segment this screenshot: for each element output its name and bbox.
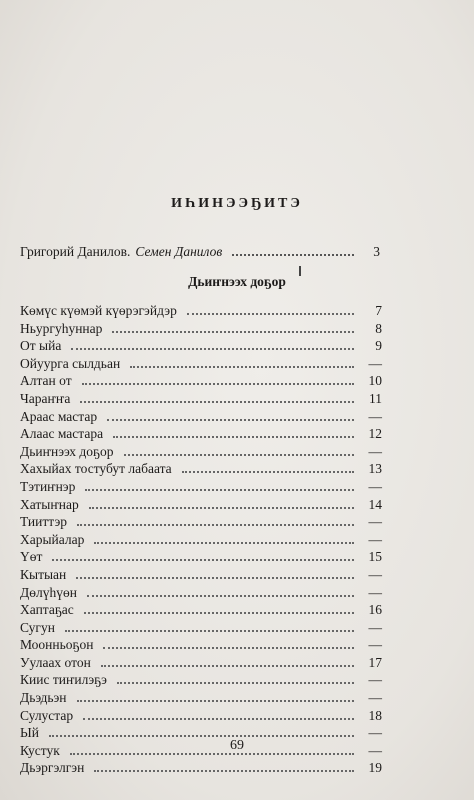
leader-dots xyxy=(187,313,354,315)
toc-entry-page: 15 xyxy=(368,549,382,565)
toc-entry-title: Дөлүһүөн xyxy=(20,584,77,600)
leader-dots xyxy=(77,524,354,526)
toc-entry-page: — xyxy=(368,742,382,758)
leader-dots xyxy=(65,630,354,632)
leader-dots xyxy=(84,612,354,614)
toc-entry-title: Киис тиҥилэҕэ xyxy=(20,672,107,688)
toc-entry-page: — xyxy=(368,637,382,653)
toc-entry-page: 12 xyxy=(368,426,382,442)
toc-entry-title: Сугун xyxy=(20,619,55,635)
toc-entry xyxy=(20,672,382,690)
toc-entry-title: Дьэргэлгэн xyxy=(20,760,85,776)
leader-dots xyxy=(182,471,354,473)
toc-entry xyxy=(20,655,382,673)
toc-entry xyxy=(20,409,382,427)
toc-entry xyxy=(20,690,382,708)
toc-entry-title: Хаптаҕас xyxy=(20,602,74,618)
leader-dots xyxy=(80,401,354,403)
toc-entry-title: От ыйа xyxy=(20,338,62,354)
credit-name: Семен Данилов xyxy=(135,244,223,259)
toc-entry-title: Алаас мастара xyxy=(20,426,104,442)
leader-dots xyxy=(113,436,354,438)
toc-entry xyxy=(20,497,382,515)
toc-entry-page: — xyxy=(368,355,382,371)
toc-entry-title: Дьиҥнээх доҕор xyxy=(20,443,114,459)
toc-entry-page: 19 xyxy=(368,760,382,776)
toc-entry-page: — xyxy=(368,408,382,424)
credit-author: Григорий Данилов. xyxy=(20,244,131,259)
toc-entry xyxy=(20,549,382,567)
leader-dots xyxy=(89,507,354,509)
leader-dots xyxy=(124,454,355,456)
leader-dots xyxy=(85,489,354,491)
toc-entry-title: Уулаах отон xyxy=(20,654,91,670)
leader-dots xyxy=(52,559,354,561)
toc-entry-title: Дьэдьэн xyxy=(20,690,67,706)
toc-entry-title: Хатыҥнар xyxy=(20,496,79,512)
toc-entry-page: 8 xyxy=(375,320,382,336)
toc-entry-page: — xyxy=(368,478,382,494)
toc-entry-page: — xyxy=(368,690,382,706)
leader-dots xyxy=(101,665,354,667)
toc-entry xyxy=(20,356,382,374)
toc-entry-title: Тэтиҥнэр xyxy=(20,478,76,494)
toc-entry-page: — xyxy=(368,725,382,741)
toc-entry xyxy=(20,760,382,778)
toc-entry xyxy=(20,620,382,638)
toc-entry-title: Ойуурга сылдьан xyxy=(20,355,121,371)
leader-dots xyxy=(117,682,354,684)
toc-entry xyxy=(20,567,382,585)
toc-entry-page: — xyxy=(368,566,382,582)
toc-entry xyxy=(20,479,382,497)
leader-dots xyxy=(87,595,354,597)
page-number: 69 xyxy=(230,738,244,753)
toc-entry-title: Чараҥҥа xyxy=(20,390,71,406)
toc-entry-title: Ньургуһуннар xyxy=(20,320,103,336)
toc-entry-title: Моонньоҕон xyxy=(20,637,94,653)
toc-entry-page: 10 xyxy=(368,373,382,389)
toc-entry-page: 11 xyxy=(369,390,382,406)
toc-entry xyxy=(20,602,382,620)
toc-entry-page: 13 xyxy=(368,461,382,477)
leader-dots xyxy=(49,735,354,737)
toc-entry xyxy=(20,514,382,532)
toc-entry-page: — xyxy=(368,584,382,600)
leader-dots xyxy=(94,542,354,544)
credit-page: 3 xyxy=(373,244,380,259)
toc-entry xyxy=(20,373,382,391)
toc-entry xyxy=(20,303,382,321)
toc-entry-page: — xyxy=(368,531,382,547)
toc-entry xyxy=(20,426,382,444)
toc-entry-title: Араас мастар xyxy=(20,408,98,424)
toc-entry-page: 7 xyxy=(375,303,382,318)
toc-entry-title: Тииттэр xyxy=(20,514,68,530)
toc-entry-page: 16 xyxy=(368,602,382,618)
toc-entry-page: — xyxy=(368,619,382,635)
toc-entry-page: 9 xyxy=(375,338,382,354)
toc-entry-page: — xyxy=(368,514,382,530)
leader-dots xyxy=(77,700,354,702)
page-title: ИҺИНЭЭҔИТЭ xyxy=(171,196,303,211)
toc-entry-title: Харыйалар xyxy=(20,531,85,547)
toc-entry-page: 18 xyxy=(368,707,382,723)
leader-dots xyxy=(103,647,354,649)
toc-entry-page: 14 xyxy=(368,496,382,512)
toc-entry-page: 17 xyxy=(368,654,382,670)
toc-entry-title: Сулустар xyxy=(20,707,74,723)
leader-dots xyxy=(71,348,354,350)
toc-entry-title: Кытыан xyxy=(20,566,67,582)
leader-dots xyxy=(76,577,354,579)
leader-dots xyxy=(94,770,354,772)
toc-entry-title: Көмүс күөмэй күөрэгэйдэр xyxy=(20,303,177,318)
credit-line xyxy=(20,244,380,260)
toc-entry-title: Алтан от xyxy=(20,373,72,389)
toc-entry-page: — xyxy=(368,443,382,459)
leader-dots xyxy=(112,331,354,333)
toc-entry xyxy=(20,637,382,655)
toc-entry xyxy=(20,338,382,356)
leader-dots xyxy=(232,254,354,256)
toc-entry-title: Үөт xyxy=(20,549,43,565)
toc-entry xyxy=(20,532,382,550)
toc-entry xyxy=(20,585,382,603)
toc-entry-title: Ый xyxy=(20,725,39,741)
toc-entry-page: — xyxy=(368,672,382,688)
leader-dots xyxy=(83,718,354,720)
toc-entry xyxy=(20,391,382,409)
leader-dots xyxy=(107,419,354,421)
toc-entry xyxy=(20,461,382,479)
toc-entry xyxy=(20,444,382,462)
leader-dots xyxy=(82,383,354,385)
leader-dots xyxy=(130,366,354,368)
toc-entry-title: Хахыйах тостубут лабаата xyxy=(20,461,172,477)
section-heading: Дьиҥнээх доҕор xyxy=(188,274,286,289)
toc-entry xyxy=(20,708,382,726)
toc-entry-title: Кустук xyxy=(20,742,60,758)
toc-entry xyxy=(20,321,382,339)
toc-list xyxy=(20,303,382,778)
